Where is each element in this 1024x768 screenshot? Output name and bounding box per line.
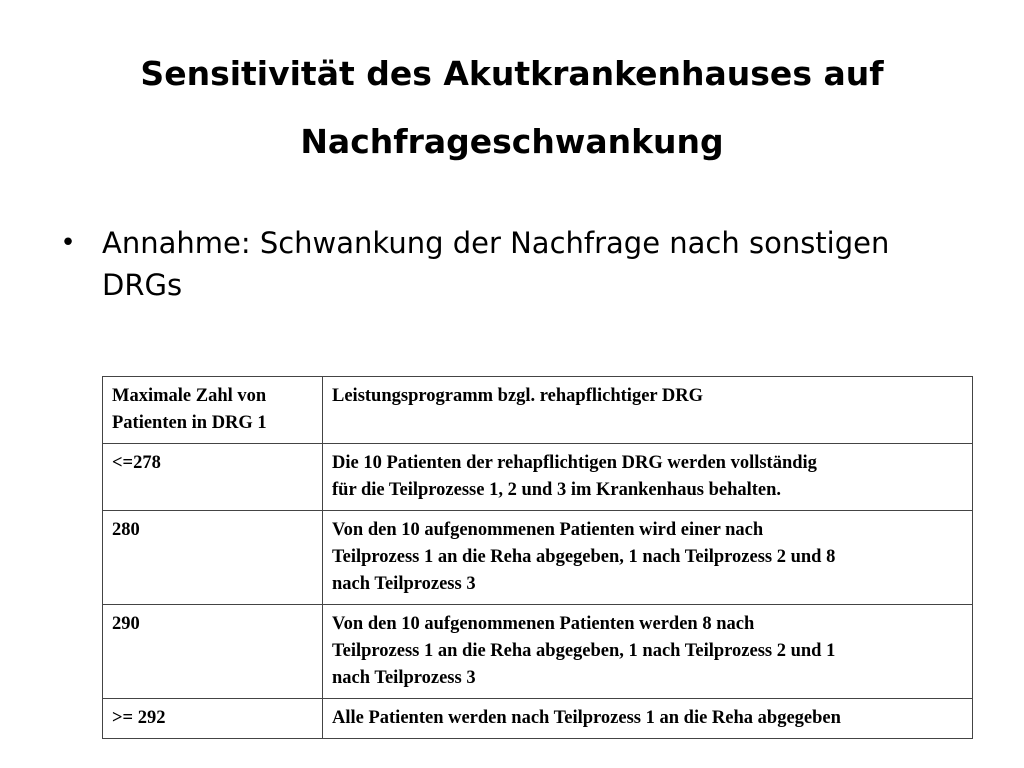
header-text-line: Maximale Zahl von	[112, 386, 267, 406]
cell-value: 280	[112, 520, 140, 540]
cell-value: <=278	[112, 453, 161, 473]
header-text-line: Leistungsprogramm bzgl. rehapflichtiger DRG	[332, 386, 704, 406]
cell-text-line: nach Teilprozess 3	[332, 574, 476, 594]
bullet-item	[58, 222, 978, 306]
header-cell-max-patients	[103, 377, 323, 444]
cell-patient-count	[103, 511, 323, 605]
bullet-list	[58, 222, 978, 306]
table-row	[103, 699, 973, 739]
bullet-icon: •	[60, 228, 76, 258]
cell-text-line: Teilprozess 1 an die Reha abgegeben, 1 nach Teilprozess 2 und 1	[332, 641, 836, 661]
slide-title	[0, 40, 1024, 176]
cell-text-line: nach Teilprozess 3	[332, 668, 476, 688]
header-cell-program	[323, 377, 973, 444]
drg-table	[102, 376, 973, 739]
cell-text-line: Von den 10 aufgenommenen Patienten werden 8 nach	[332, 614, 755, 634]
cell-value: >= 292	[112, 708, 166, 728]
drg-table-container	[102, 376, 972, 739]
cell-patient-count	[103, 444, 323, 511]
slide-title-line-2: Nachfrageschwankung	[300, 122, 724, 161]
cell-program-text	[323, 511, 973, 605]
cell-patient-count	[103, 699, 323, 739]
cell-text-line: Teilprozess 1 an die Reha abgegeben, 1 nach Teilprozess 2 und 8	[332, 547, 836, 567]
table-row	[103, 605, 973, 699]
cell-program-text	[323, 605, 973, 699]
cell-text-line: Alle Patienten werden nach Teilprozess 1 an die Reha abgegeben	[332, 708, 841, 728]
table-row	[103, 511, 973, 605]
cell-value: 290	[112, 614, 140, 634]
bullet-text-line-2: DRGs	[102, 268, 183, 302]
table-row	[103, 444, 973, 511]
cell-patient-count	[103, 605, 323, 699]
header-text-line: Patienten in DRG 1	[112, 413, 267, 433]
cell-text-line: für die Teilprozesse 1, 2 und 3 im Krankenhaus behalten.	[332, 480, 782, 500]
cell-text-line: Von den 10 aufgenommenen Patienten wird einer nach	[332, 520, 764, 540]
cell-program-text	[323, 444, 973, 511]
cell-text-line: Die 10 Patienten der rehapflichtigen DRG werden vollständig	[332, 453, 817, 473]
bullet-text-line-1: Annahme: Schwankung der Nachfrage nach sonstigen	[102, 226, 890, 260]
table-header-row	[103, 377, 973, 444]
cell-program-text	[323, 699, 973, 739]
slide-title-line-1: Sensitivität des Akutkrankenhauses auf	[140, 54, 884, 93]
